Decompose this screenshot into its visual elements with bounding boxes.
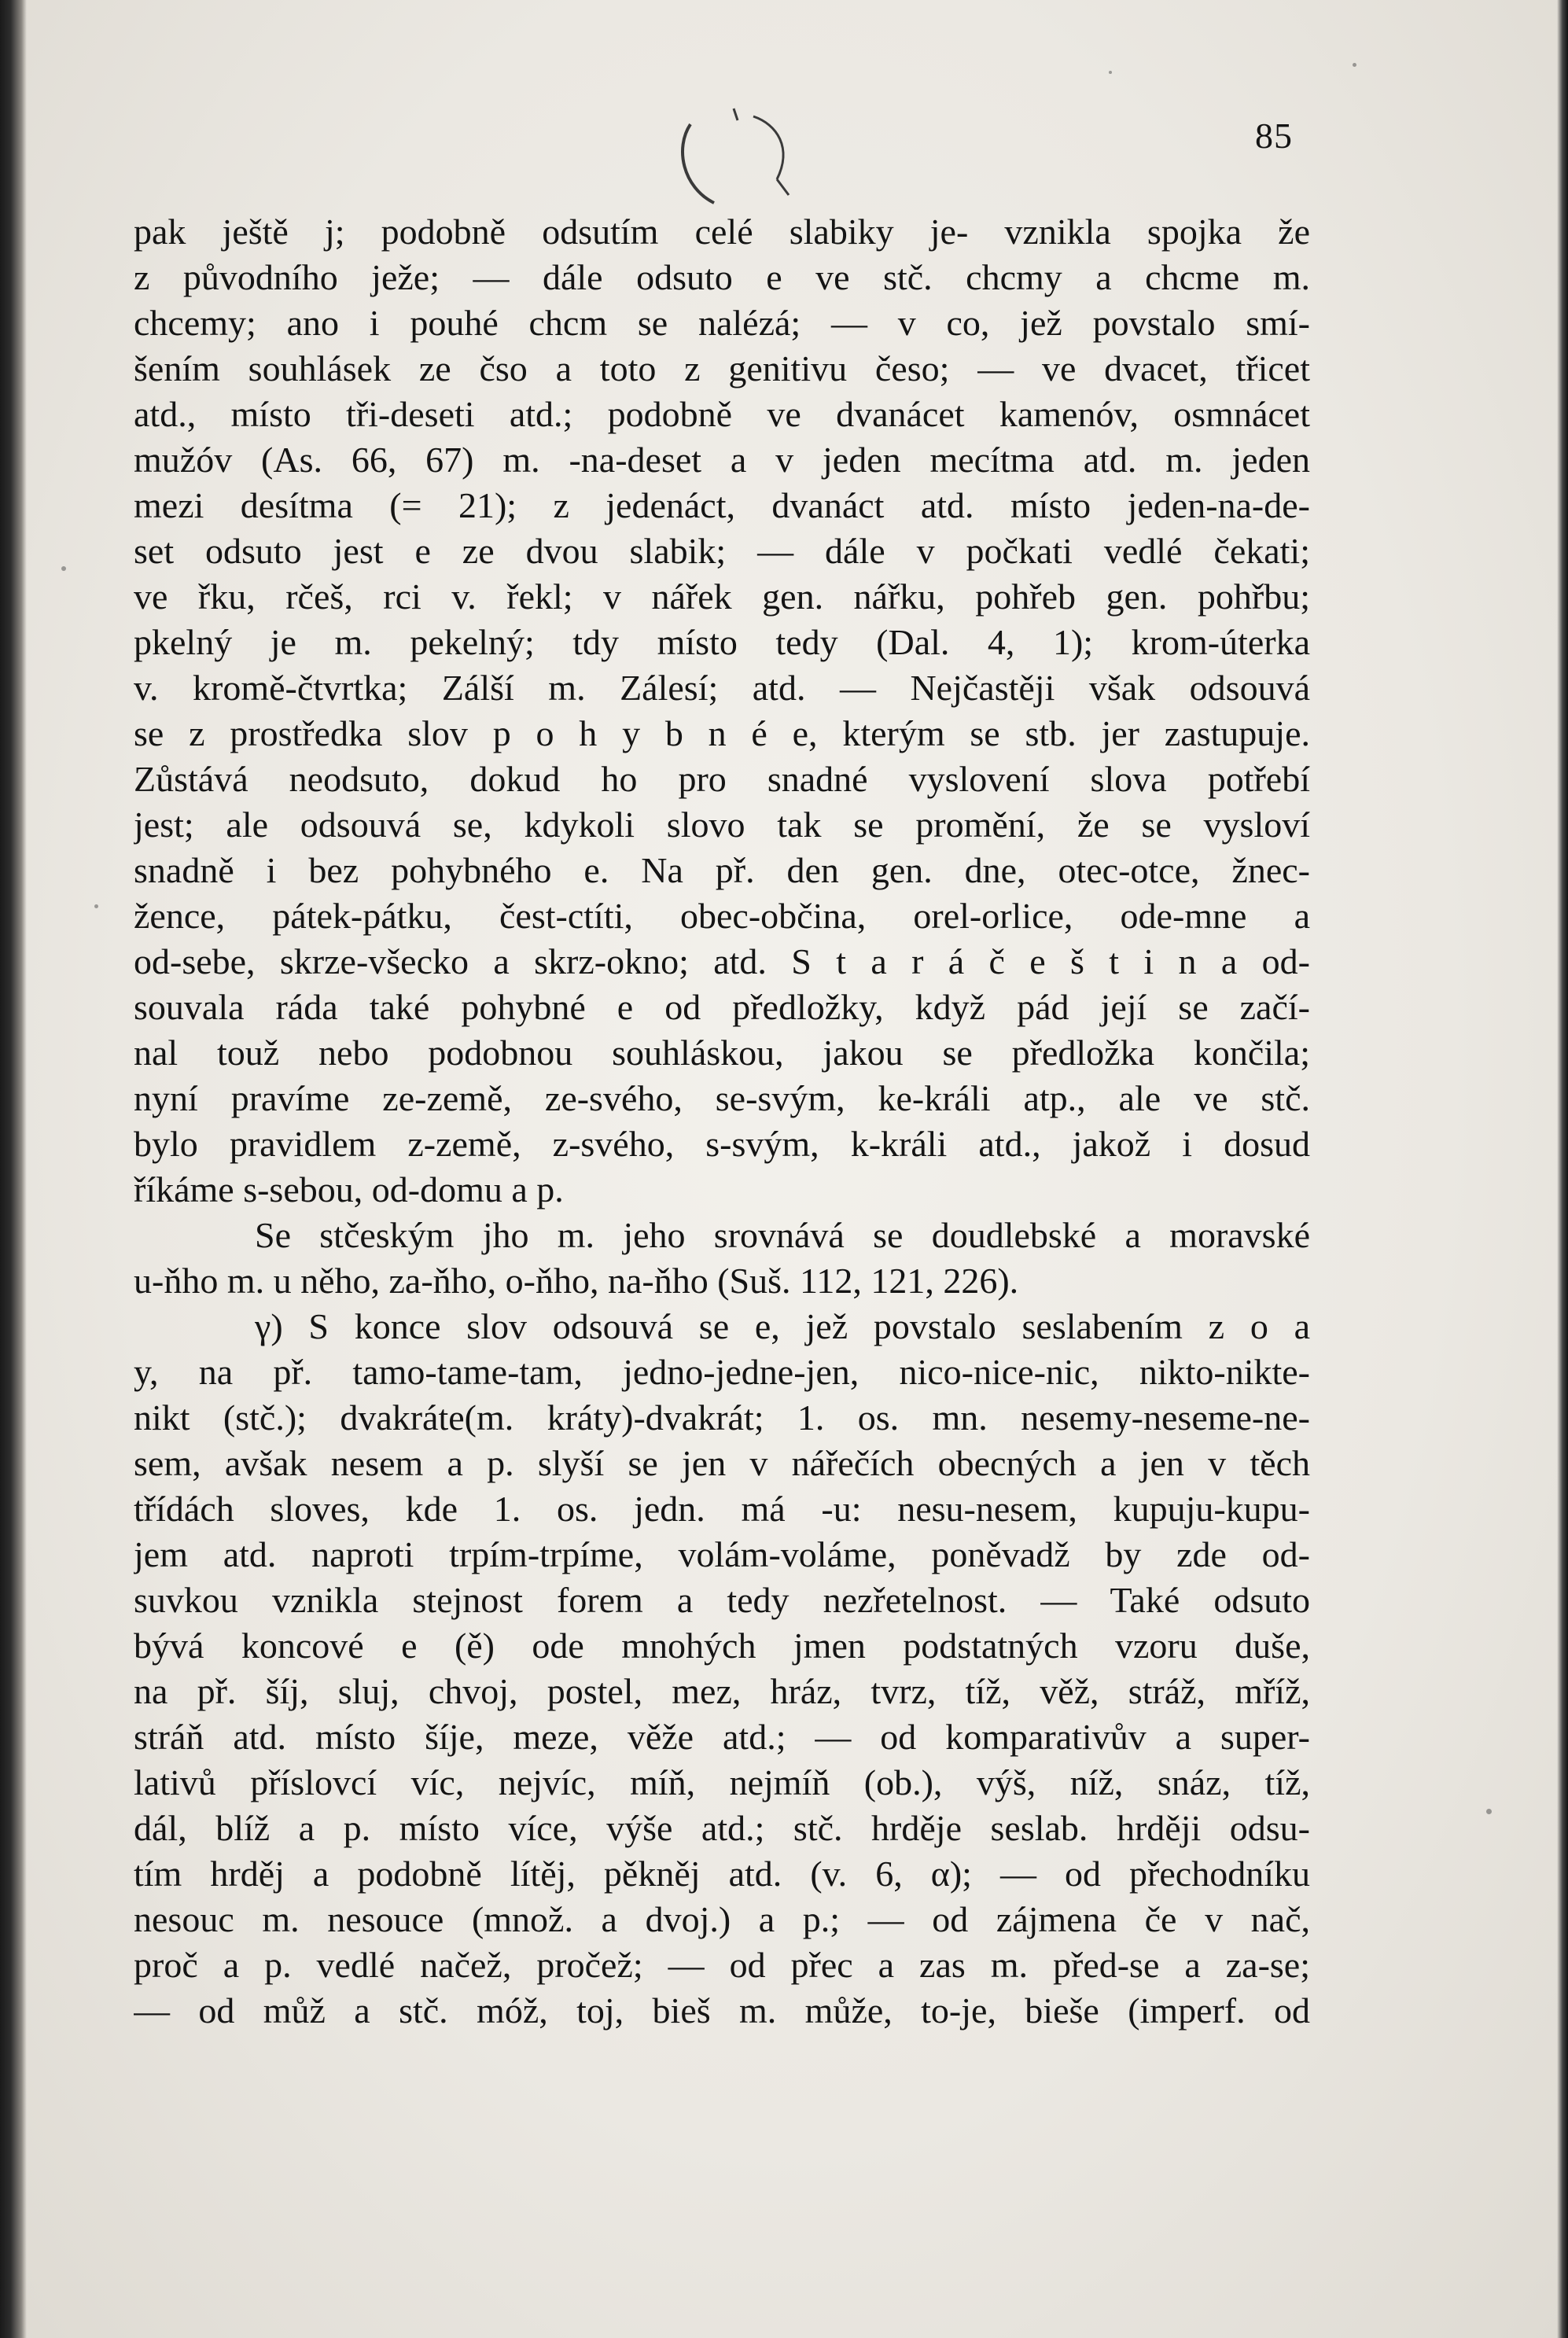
text-line: Se stčeským jho m. jeho srovnává se doudlebské a moravské	[255, 1215, 1310, 1255]
text-line: v. kromě-čtvrtka; Zálší m. Zálesí; atd. — Nejčastěji však odsouvá	[134, 668, 1310, 708]
text-line: pkelný je m. pekelný; tdy místo tedy (Dal. 4, 1); krom-úterka	[134, 622, 1310, 662]
text-line: dál, blíž a p. místo více, výše atd.; stč. hrdějе seslab. hrději odsu-	[134, 1808, 1310, 1848]
text-line: třídách sloves, kde 1. os. jedn. má -u: nesu-nesem, kupuju-kupu-	[134, 1489, 1310, 1529]
ink-smudge-mark	[659, 101, 808, 219]
text-line: set odsuto jest e ze dvou slabik; — dále v počkati vedlé čekati;	[134, 531, 1310, 571]
body-text	[134, 209, 1310, 2034]
text-line: chcemy; ano i pouhé chcm se nalézá; — v co, jež povstalo smí-	[134, 303, 1310, 343]
text-line: bylo pravidlem z-země, z-svého, s-svým, k-králi atd., jakož i dosud	[134, 1124, 1310, 1164]
text-line: na př. šíj, sluj, chvoj, postel, mez, hráz, tvrz, tíž, věž, stráž, mříž,	[134, 1671, 1310, 1711]
text-line: proč a p. vedlé načež, pročež; — od přec a zas m. před-se a za-se;	[134, 1945, 1310, 1985]
page-edge-shadow	[1557, 0, 1568, 2338]
text-line: šením souhlásek ze čso a toto z genitivu česo; — ve dvacet, třicet	[134, 348, 1310, 388]
text-line: nikt (stč.); dvakráte(m. kráty)-dvakrát; 1. os. mn. nesemy-neseme-ne-	[134, 1397, 1310, 1438]
text-line: atd., místo tři-deseti atd.; podobně ve dvanácet kamenóv, osmnácet	[134, 394, 1310, 434]
page-binding-shadow	[0, 0, 27, 2338]
text-line: γ) S konce slov odsouvá se e, jež povstalo seslabením z o a	[255, 1306, 1310, 1346]
text-line: stráň atd. místo šíje, meze, věže atd.; — od komparativův a super-	[134, 1717, 1310, 1757]
text-line: nyní pravíme ze-země, ze-svého, se-svým, ke-králi atp., ale ve stč.	[134, 1078, 1310, 1118]
page-number: 85	[1255, 116, 1293, 156]
paper-speck	[1486, 1809, 1492, 1814]
text-line: souvala ráda také pohybné e od předložky, když pád její se začí-	[134, 987, 1310, 1027]
paper-speck	[61, 566, 66, 571]
paper-speck	[94, 904, 98, 908]
text-line: y, na př. tamo-tame-tam, jedno-jedne-jen, nico-nice-nic, nikto-nikte-	[134, 1352, 1310, 1392]
text-line: lativů příslovcí víc, nejvíc, míň, nejmíň (ob.), výš, níž, snáz, tíž,	[134, 1762, 1310, 1802]
text-line: tím hrděj a podobně lítěj, pěkněj atd. (v. 6, α); — od přechodníku	[134, 1854, 1310, 1894]
paper-speck	[1353, 63, 1356, 67]
text-line: — od můž a stč. móž, toj, bieš m. může, to-je, bieše (imperf. od	[134, 1990, 1310, 2031]
text-line: mezi desítma (= 21); z jedenáct, dvanáct atd. místo jeden-na-de-	[134, 485, 1310, 525]
text-line: jest; ale odsouvá se, kdykoli slovo tak se promění, že se vysloví	[134, 804, 1310, 845]
text-line: mužóv (As. 66, 67) m. -na-deset a v jeden mecítma atd. m. jeden	[134, 440, 1310, 480]
text-line: se z prostředka slov p o h y b n é e, kterým se stb. jer zastupuje.	[134, 713, 1310, 753]
text-line: říkáme s-sebou, od-domu a p.	[134, 1169, 564, 1210]
text-line: suvkou vznikla stejnost forem a tedy nezřetelnost. — Také odsuto	[134, 1580, 1310, 1620]
text-line: jem atd. naproti trpím-trpíme, volám-voláme, poněvadž by zde od-	[134, 1534, 1310, 1574]
text-line: bývá koncové e (ě) ode mnohých jmen podstatných vzoru duše,	[134, 1626, 1310, 1666]
text-line: nal touž nebo podobnou souhláskou, jakou se předložka končila;	[134, 1033, 1310, 1073]
text-line: nesouc m. nesouce (množ. a dvoj.) a p.; — od zájmena če v nač,	[134, 1899, 1310, 1939]
paper-speck	[1109, 71, 1112, 74]
text-line: sem, avšak nesem a p. slyší se jen v nářečích obecných a jen v těch	[134, 1443, 1310, 1483]
text-line: Zůstává neodsuto, dokud ho pro snadné vyslovení slova potřebí	[134, 759, 1310, 799]
text-line: pak ještě j; podobně odsutím celé slabiky je- vznikla spojka že	[134, 212, 1310, 252]
text-line: u-ňho m. u něho, za-ňho, o-ňho, na-ňho (Suš. 112, 121, 226).	[134, 1261, 1019, 1301]
text-line: žence, pátek-pátku, čest-ctíti, obec-občina, orel-orlice, ode-mne a	[134, 896, 1310, 936]
text-line: od-sebe, skrze-všecko a skrz-okno; atd. S t a r á č e š t i n a od-	[134, 941, 1310, 981]
text-line: z původního ježe; — dále odsuto e ve stč. chcmy a chcme m.	[134, 257, 1310, 297]
text-line: ve řku, rčeš, rci v. řekl; v nářek gen. nářku, pohřeb gen. pohřbu;	[134, 576, 1310, 617]
text-line: snadně i bez pohybného e. Na př. den gen. dne, otec-otce, žnec-	[134, 850, 1310, 890]
